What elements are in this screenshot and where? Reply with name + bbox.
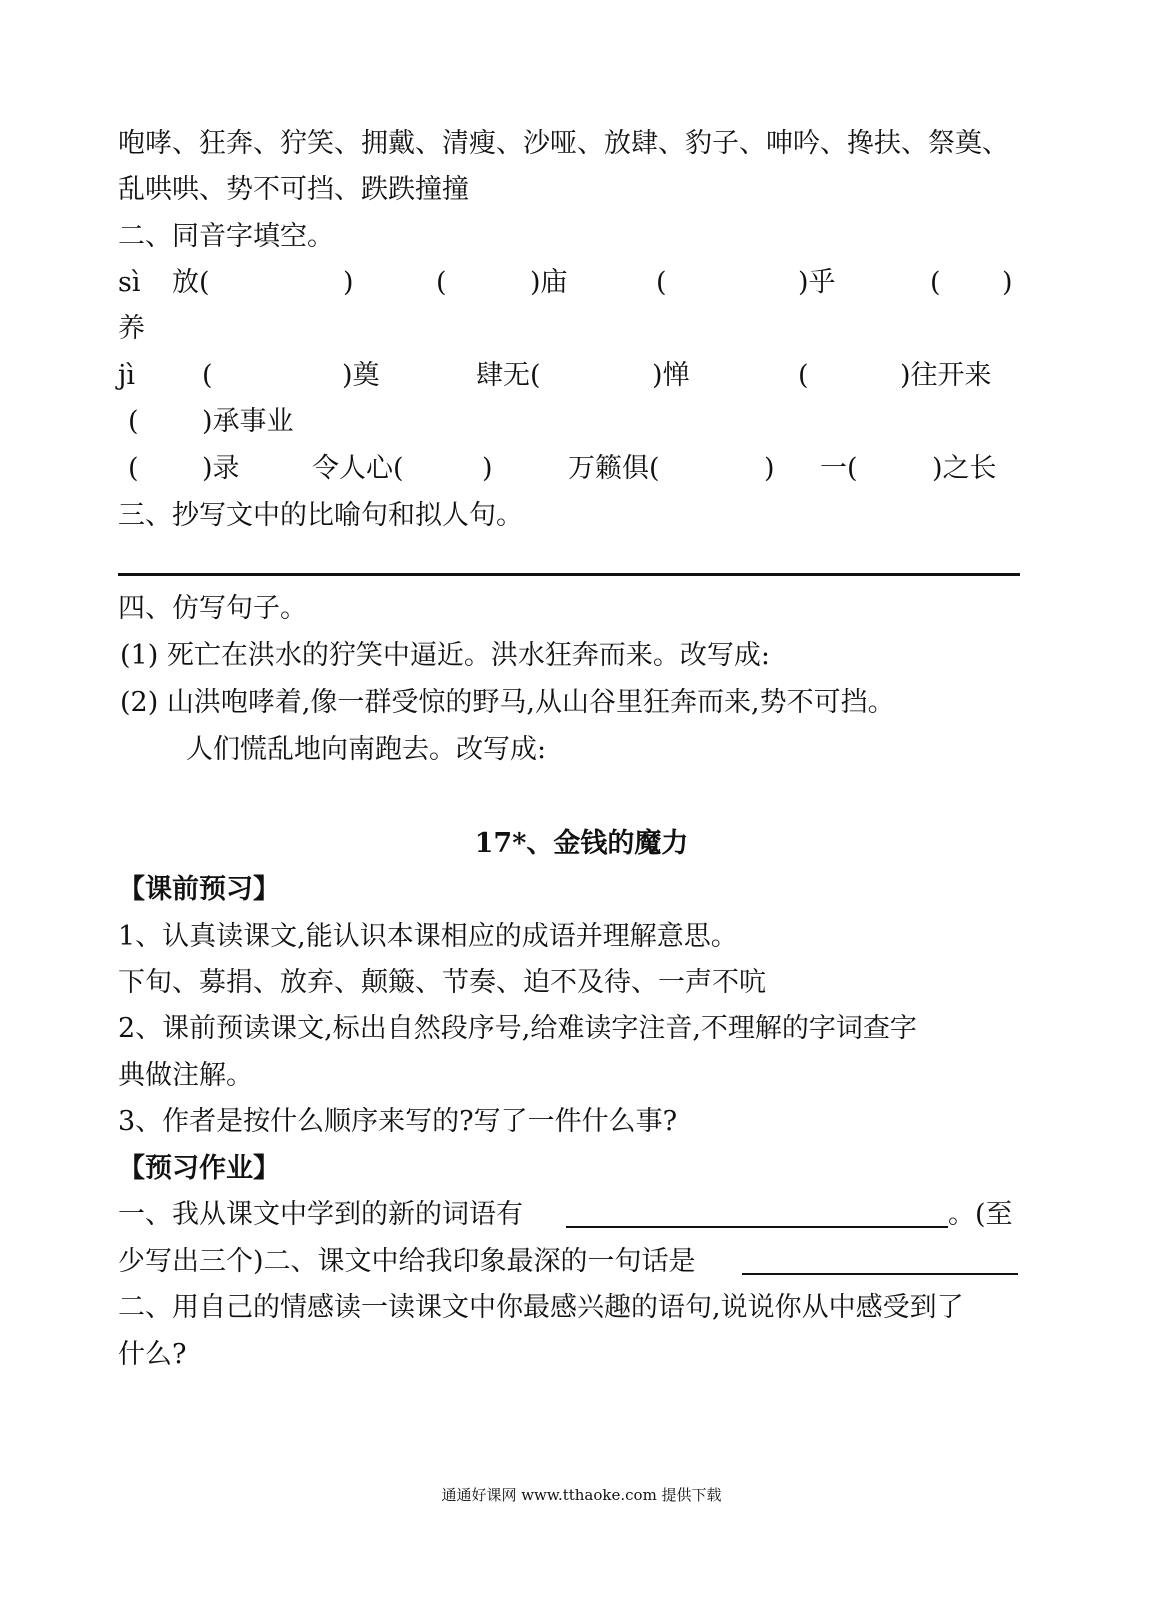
blank-tail: )之长 bbox=[932, 453, 997, 484]
blank-item: 肆无( bbox=[476, 360, 541, 391]
blank-item: 一( bbox=[820, 453, 858, 484]
preview-words: 下旬、募捐、放弃、颠簸、节奏、迫不及待、一声不吭 bbox=[118, 967, 766, 998]
homophone-row-ji-2 bbox=[118, 405, 1020, 439]
blank-tail: )录 bbox=[202, 453, 240, 484]
vocab-line-1: 咆哮、狂奔、狞笑、拥戴、清瘦、沙哑、放肆、豹子、呻吟、搀扶、祭奠、 bbox=[118, 128, 1009, 159]
preview-item-2-cont: 典做注解。 bbox=[118, 1060, 253, 1091]
preview-item-1: 1、认真读课文,能认识本课相应的成语并理解意思。 bbox=[118, 921, 738, 952]
blank-tail: )乎 bbox=[798, 267, 836, 298]
answer-line bbox=[118, 573, 1020, 576]
blank-close: ) bbox=[482, 453, 493, 484]
preview-item-3: 3、作者是按什么顺序来写的?写了一件什么事? bbox=[118, 1106, 678, 1137]
blank-open: ( bbox=[656, 267, 667, 298]
homework-item-1-text: 一、我从课文中学到的新的词语有 bbox=[118, 1199, 523, 1230]
lesson-title: 17*、金钱的魔力 bbox=[474, 828, 689, 859]
homework-item-1-cont: 少写出三个)二、课文中给我印象最深的一句话是 bbox=[118, 1246, 696, 1277]
homework-item-1-tail: 。(至 bbox=[948, 1199, 1013, 1230]
answer-blank bbox=[566, 1226, 948, 1228]
blank-open: ( bbox=[128, 406, 139, 437]
blank-open: ( bbox=[128, 453, 139, 484]
blank-item: 万籁俱( bbox=[568, 453, 660, 484]
blank-close: ) bbox=[343, 267, 354, 298]
homophone-row-ji-3 bbox=[118, 452, 1020, 486]
blank-open: ( bbox=[798, 360, 809, 391]
pinyin-si: sì bbox=[118, 267, 141, 298]
blank-tail: )往开来 bbox=[900, 360, 992, 391]
homophone-row-ji bbox=[118, 359, 1020, 393]
blank-tail: )奠 bbox=[342, 360, 380, 391]
blank-open: ( bbox=[436, 267, 447, 298]
rewrite-question-2: (2) 山洪咆哮着,像一群受惊的野马,从山谷里狂奔而来,势不可挡。 bbox=[120, 687, 895, 718]
answer-blank bbox=[742, 1273, 1018, 1275]
pinyin-ji: jì bbox=[118, 360, 136, 391]
blank-tail: )承事业 bbox=[202, 406, 294, 437]
blank-close: ) bbox=[764, 453, 775, 484]
blank-tail: )庙 bbox=[530, 267, 568, 298]
footer-credit: 通通好课网 www.tthaoke.com 提供下载 bbox=[441, 1486, 722, 1504]
preview-item-2: 2、课前预读课文,标出自然段序号,给难读字注音,不理解的字词查字 bbox=[118, 1013, 917, 1044]
blank-item: 令人心( bbox=[312, 453, 404, 484]
section-heading-copy: 三、抄写文中的比喻句和拟人句。 bbox=[118, 500, 523, 531]
vocab-line-2: 乱哄哄、势不可挡、跌跌撞撞 bbox=[118, 174, 469, 205]
homework-item-2-cont: 什么? bbox=[118, 1339, 187, 1370]
rewrite-question-2-cont: 人们慌乱地向南跑去。改写成: bbox=[186, 734, 547, 765]
blank-open: ( bbox=[202, 360, 213, 391]
blank-tail: )惮 bbox=[652, 360, 690, 391]
blank-open: ( bbox=[930, 267, 941, 298]
rewrite-question-1: (1) 死亡在洪水的狞笑中逼近。洪水狂奔而来。改写成: bbox=[120, 640, 770, 671]
homework-item-2: 二、用自己的情感读一读课文中你最感兴趣的语句,说说你从中感受到了 bbox=[118, 1292, 964, 1323]
preview-heading: 【课前预习】 bbox=[118, 874, 280, 905]
section-heading-rewrite: 四、仿写句子。 bbox=[118, 593, 307, 624]
blank-close: ) bbox=[1002, 267, 1013, 298]
blank-item: 放( bbox=[172, 267, 210, 298]
homophone-wrap: 养 bbox=[118, 313, 145, 344]
section-heading-homophones: 二、同音字填空。 bbox=[118, 221, 334, 252]
homework-heading: 【预习作业】 bbox=[118, 1153, 280, 1184]
homophone-row-si bbox=[118, 266, 1020, 300]
